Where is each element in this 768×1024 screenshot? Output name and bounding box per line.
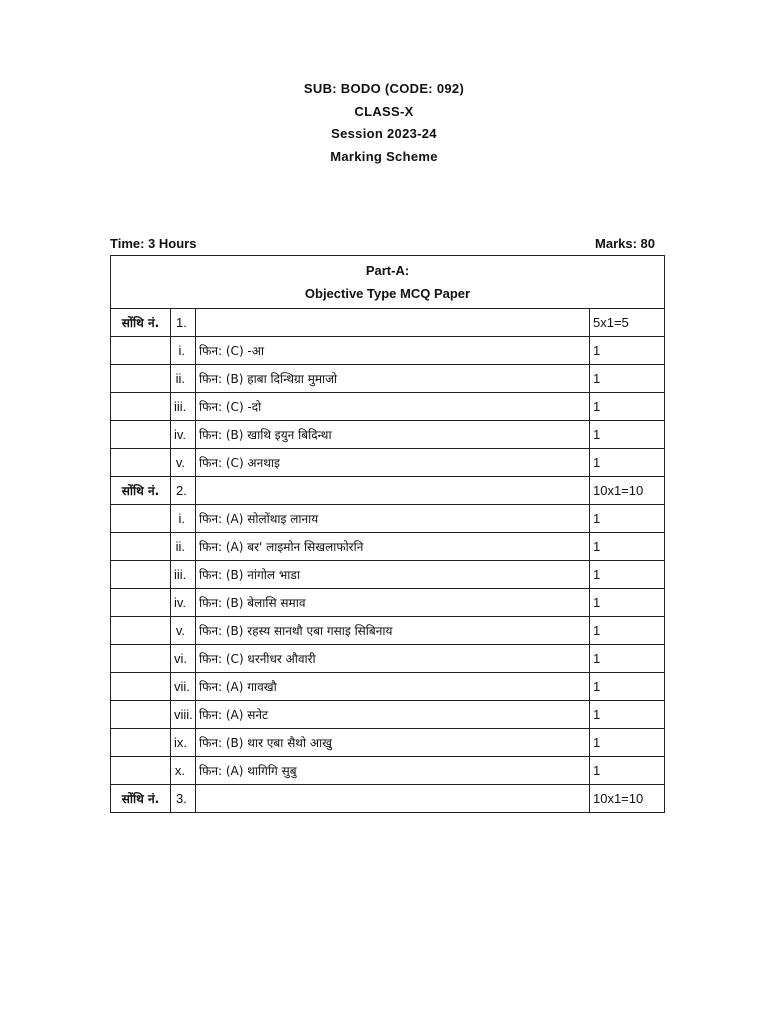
- row-blank: [111, 337, 171, 365]
- question-number: ii.: [171, 365, 196, 393]
- answer-row: [111, 365, 665, 393]
- answer-mark: 1: [589, 729, 664, 757]
- answer-text: फिन: (A) सोलोंथाइ लानाय: [196, 505, 590, 533]
- answer-mark: 1: [589, 421, 664, 449]
- answer-row: [111, 729, 665, 757]
- answer-text: फिन: (B) नांगोल भाडा: [196, 561, 590, 589]
- answer-row: [111, 421, 665, 449]
- question-number: v.: [171, 449, 196, 477]
- marking-table: [110, 255, 665, 813]
- answer-text: फिन: (A) थागिगि सुबु: [196, 757, 590, 785]
- subject-title: SUB: BODO (CODE: 092): [303, 81, 465, 96]
- part-header-row: [111, 256, 665, 309]
- row-blank: [111, 589, 171, 617]
- answer-row: [111, 393, 665, 421]
- section-marks: 10x1=10: [589, 785, 664, 813]
- part-header: [111, 256, 665, 309]
- answer-mark: 1: [589, 701, 664, 729]
- answer-row: [111, 617, 665, 645]
- answer-row: [111, 757, 665, 785]
- question-number: iv.: [171, 589, 196, 617]
- answer-text: फिन: (A) गावखौ: [196, 673, 590, 701]
- document-header: [0, 78, 768, 168]
- answer-row: [111, 645, 665, 673]
- answer-text: फिन: (B) बेलासि समाव: [196, 589, 590, 617]
- session-title: Session 2023-24: [331, 126, 437, 141]
- answer-text: फिन: (C) -दो: [196, 393, 590, 421]
- answer-mark: 1: [589, 617, 664, 645]
- section-row: [111, 785, 665, 813]
- answer-mark: 1: [589, 589, 664, 617]
- section-blank: [196, 785, 590, 813]
- answer-row: [111, 589, 665, 617]
- section-blank: [196, 309, 590, 337]
- section-blank: [196, 477, 590, 505]
- answer-mark: 1: [589, 505, 664, 533]
- answer-mark: 1: [589, 449, 664, 477]
- question-number: ii.: [171, 533, 196, 561]
- row-blank: [111, 617, 171, 645]
- answer-row: [111, 701, 665, 729]
- answer-text: फिन: (C) -आ: [196, 337, 590, 365]
- section-row: [111, 477, 665, 505]
- section-number: 1.: [171, 309, 196, 337]
- question-number: iv.: [171, 421, 196, 449]
- answer-text: फिन: (A) बर' लाइमोन सिखलाफोरनि: [196, 533, 590, 561]
- question-number: iii.: [171, 393, 196, 421]
- question-number: ix.: [171, 729, 196, 757]
- question-number: iii.: [171, 561, 196, 589]
- answer-row: [111, 337, 665, 365]
- row-blank: [111, 701, 171, 729]
- answer-mark: 1: [589, 561, 664, 589]
- section-label: सोंथि नं.: [111, 309, 171, 337]
- answer-mark: 1: [589, 673, 664, 701]
- question-number: x.: [171, 757, 196, 785]
- row-blank: [111, 757, 171, 785]
- row-blank: [111, 449, 171, 477]
- part-subtitle: Objective Type MCQ Paper: [304, 286, 471, 301]
- question-number: i.: [171, 337, 196, 365]
- class-title: CLASS-X: [354, 103, 414, 119]
- answer-mark: 1: [589, 757, 664, 785]
- answer-row: [111, 561, 665, 589]
- answer-mark: 1: [589, 365, 664, 393]
- row-blank: [111, 729, 171, 757]
- question-number: vi.: [171, 645, 196, 673]
- answer-text: फिन: (B) थार एबा सैथो आखु: [196, 729, 590, 757]
- row-blank: [111, 505, 171, 533]
- answer-text: फिन: (B) खाथि इयुन बिदिन्था: [196, 421, 590, 449]
- part-title: Part-A:: [365, 263, 410, 278]
- question-number: v.: [171, 617, 196, 645]
- section-marks: 5x1=5: [589, 309, 664, 337]
- answer-text: फिन: (C) धरनीधर औवारी: [196, 645, 590, 673]
- answer-text: फिन: (B) रहस्य सानथौ एबा गसाइ सिबिनाय: [196, 617, 590, 645]
- row-blank: [111, 393, 171, 421]
- answer-mark: 1: [589, 533, 664, 561]
- section-number: 2.: [171, 477, 196, 505]
- scheme-title: Marking Scheme: [330, 148, 438, 164]
- answer-row: [111, 449, 665, 477]
- answer-mark: 1: [589, 337, 664, 365]
- row-blank: [111, 561, 171, 589]
- section-number: 3.: [171, 785, 196, 813]
- row-blank: [111, 365, 171, 393]
- answer-mark: 1: [589, 645, 664, 673]
- answer-row: [111, 505, 665, 533]
- row-blank: [111, 673, 171, 701]
- section-row: [111, 309, 665, 337]
- question-number: i.: [171, 505, 196, 533]
- section-marks: 10x1=10: [589, 477, 664, 505]
- answer-text: फिन: (B) हाबा दिन्थिग्रा मुमाजो: [196, 365, 590, 393]
- marks-label: Marks: 80: [595, 236, 655, 251]
- row-blank: [111, 533, 171, 561]
- section-label: सोंथि नं.: [111, 785, 171, 813]
- question-number: vii.: [171, 673, 196, 701]
- question-number: viii.: [171, 701, 196, 729]
- section-label: सोंथि नं.: [111, 477, 171, 505]
- row-blank: [111, 645, 171, 673]
- answer-mark: 1: [589, 393, 664, 421]
- row-blank: [111, 421, 171, 449]
- answer-text: फिन: (A) सनेट: [196, 701, 590, 729]
- answer-row: [111, 673, 665, 701]
- answer-text: फिन: (C) अनथाइ: [196, 449, 590, 477]
- time-label: Time: 3 Hours: [110, 236, 197, 251]
- answer-row: [111, 533, 665, 561]
